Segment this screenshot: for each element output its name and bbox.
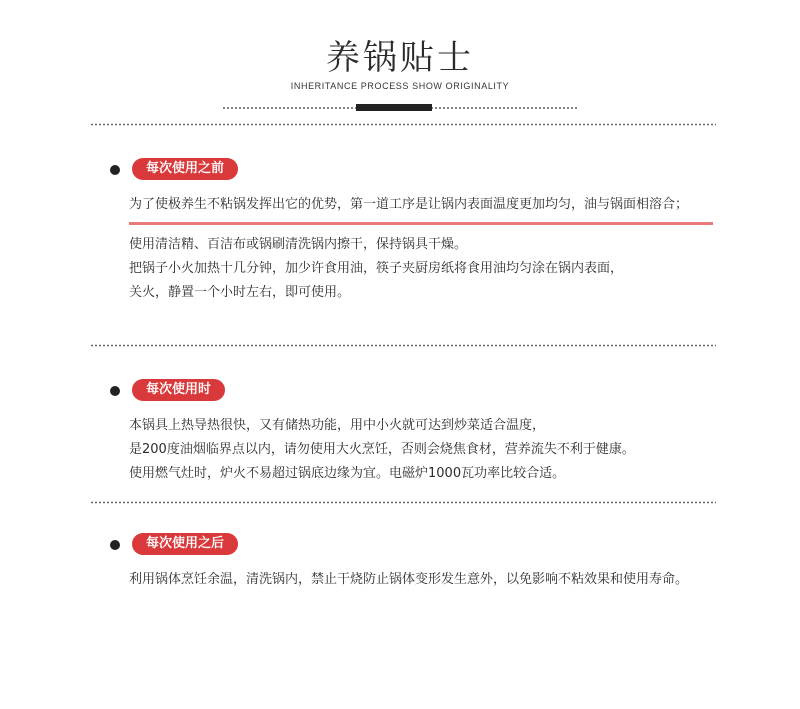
title-underline <box>222 104 578 112</box>
section-text-line: 本锅具上热导热很快，又有储热功能，用中小火就可达到炒菜适合温度， <box>129 418 546 433</box>
page-title: 养锅贴士 <box>326 38 474 78</box>
section-divider <box>90 501 716 504</box>
highlight-rule <box>129 222 713 225</box>
section-label-before-use: 每次使用之前 <box>132 158 238 180</box>
section-divider <box>90 344 716 347</box>
title-underline-bar <box>356 104 432 111</box>
section-bullet-icon <box>110 540 120 550</box>
section-text-line: 为了使极养生不粘锅发挥出它的优势，第一道工序是让锅内表面温度更加均匀，油与锅面相溶合； <box>129 197 689 212</box>
section-divider <box>90 123 716 126</box>
page-subtitle: INHERITANCE PROCESS SHOW ORIGINALITY <box>290 81 510 91</box>
section-label-during-use: 每次使用时 <box>132 379 225 401</box>
section-text-line: 是200度油烟临界点以内，请勿使用大火烹饪，否则会烧焦食材，营养流失不利于健康。 <box>129 442 635 457</box>
section-text-line: 关火，静置一个小时左右，即可使用。 <box>129 285 351 300</box>
section-text-line: 使用清洁精、百洁布或锅刷清洗锅内擦干，保持锅具干燥。 <box>129 237 468 252</box>
section-text-line: 利用锅体烹饪余温，清洗锅内，禁止干烧防止锅体变形发生意外，以免影响不粘效果和使用寿命。 <box>129 572 689 587</box>
section-text-line: 使用燃气灶时，炉火不易超过锅底边缘为宜。电磁炉1000瓦功率比较合适。 <box>129 466 566 481</box>
section-bullet-icon <box>110 165 120 175</box>
section-bullet-icon <box>110 386 120 396</box>
section-text-line: 把锅子小火加热十几分钟，加少许食用油，筷子夹厨房纸将食用油均匀涂在锅内表面， <box>129 261 624 276</box>
section-label-after-use: 每次使用之后 <box>132 533 238 555</box>
